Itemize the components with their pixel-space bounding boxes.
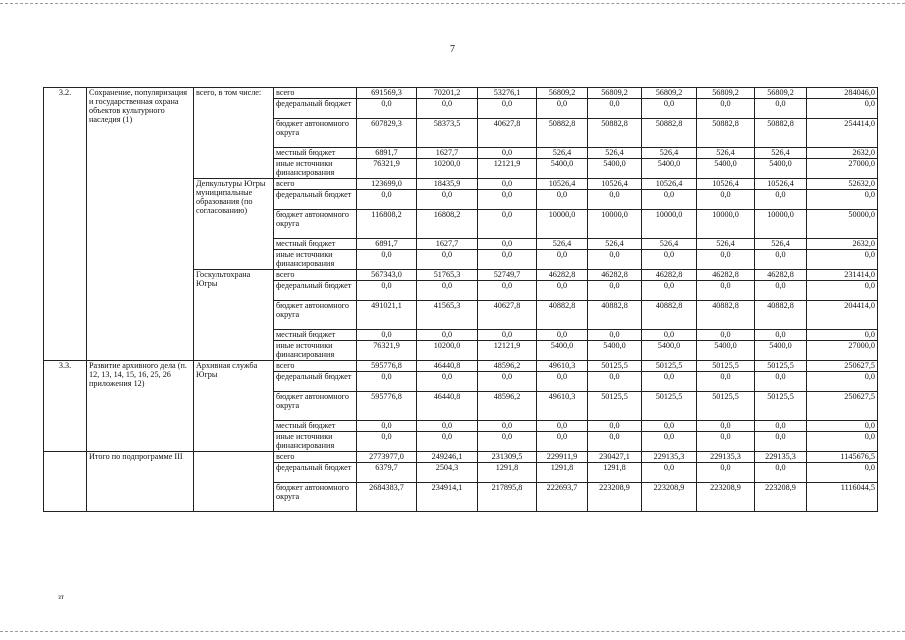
amount-cell: 53276,1 (478, 88, 537, 99)
amount-cell: 0,0 (755, 330, 807, 341)
amount-cell: 0,0 (755, 372, 807, 392)
amount-cell: 0,0 (755, 421, 807, 432)
amount-cell: 52749,7 (478, 270, 537, 281)
funding-source: бюджет автономного округа (274, 301, 357, 330)
amount-cell: 250627,5 (807, 392, 878, 421)
amount-cell: 526,4 (537, 148, 588, 159)
amount-cell: 0,0 (537, 372, 588, 392)
amount-cell: 10526,4 (697, 179, 755, 190)
amount-cell: 10526,4 (642, 179, 697, 190)
amount-cell: 0,0 (642, 330, 697, 341)
amount-cell: 0,0 (807, 281, 878, 301)
amount-cell: 0,0 (417, 432, 478, 452)
funding-source: бюджет автономного округа (274, 483, 357, 512)
amount-cell: 0,0 (697, 372, 755, 392)
amount-cell: 0,0 (478, 210, 537, 239)
amount-cell: 0,0 (588, 330, 642, 341)
amount-cell: 0,0 (478, 330, 537, 341)
amount-cell: 526,4 (537, 239, 588, 250)
amount-cell: 50125,5 (588, 361, 642, 372)
amount-cell: 0,0 (588, 250, 642, 270)
amount-cell: 0,0 (417, 421, 478, 432)
amount-cell: 230427,1 (588, 452, 642, 463)
amount-cell: 0,0 (642, 99, 697, 119)
funding-source: федеральный бюджет (274, 190, 357, 210)
amount-cell: 46282,8 (537, 270, 588, 281)
amount-cell: 0,0 (478, 281, 537, 301)
amount-cell: 595776,8 (357, 392, 417, 421)
amount-cell: 607829,3 (357, 119, 417, 148)
amount-cell: 27000,0 (807, 341, 878, 361)
amount-cell: 16808,2 (417, 210, 478, 239)
amount-cell: 0,0 (755, 250, 807, 270)
amount-cell: 5400,0 (588, 341, 642, 361)
amount-cell: 0,0 (642, 281, 697, 301)
amount-cell: 50000,0 (807, 210, 878, 239)
amount-cell: 595776,8 (357, 361, 417, 372)
amount-cell: 50125,5 (755, 392, 807, 421)
amount-cell: 1627,7 (417, 148, 478, 159)
amount-cell: 0,0 (357, 330, 417, 341)
amount-cell: 40627,8 (478, 301, 537, 330)
amount-cell: 223208,9 (642, 483, 697, 512)
amount-cell: 10200,0 (417, 159, 478, 179)
amount-cell: 56809,2 (697, 88, 755, 99)
table-row (44, 361, 878, 372)
funding-source: иные источники финансирования (274, 159, 357, 179)
amount-cell: 50882,8 (697, 119, 755, 148)
amount-cell: 50125,5 (697, 361, 755, 372)
amount-cell: 0,0 (697, 463, 755, 483)
amount-cell: 526,4 (755, 148, 807, 159)
amount-cell: 5400,0 (755, 159, 807, 179)
amount-cell: 223208,9 (588, 483, 642, 512)
amount-cell: 229135,3 (642, 452, 697, 463)
amount-cell: 12121,9 (478, 341, 537, 361)
amount-cell: 0,0 (537, 281, 588, 301)
amount-cell: 0,0 (697, 99, 755, 119)
amount-cell: 234914,1 (417, 483, 478, 512)
amount-cell: 0,0 (478, 148, 537, 159)
amount-cell: 50125,5 (755, 361, 807, 372)
scan-top-edge (0, 3, 905, 4)
amount-cell: 56809,2 (755, 88, 807, 99)
amount-cell: 58373,5 (417, 119, 478, 148)
amount-cell: 0,0 (807, 190, 878, 210)
amount-cell: 0,0 (417, 99, 478, 119)
amount-cell: 5400,0 (697, 159, 755, 179)
amount-cell: 0,0 (642, 250, 697, 270)
amount-cell: 10000,0 (755, 210, 807, 239)
amount-cell: 5400,0 (697, 341, 755, 361)
amount-cell: 46282,8 (755, 270, 807, 281)
amount-cell: 217895,8 (478, 483, 537, 512)
funding-source: местный бюджет (274, 239, 357, 250)
amount-cell: 40882,8 (697, 301, 755, 330)
amount-cell: 231309,5 (478, 452, 537, 463)
budget-table-body (44, 88, 878, 512)
funding-source: иные источники финансирования (274, 432, 357, 452)
amount-cell: 284046,0 (807, 88, 878, 99)
amount-cell: 46282,8 (697, 270, 755, 281)
amount-cell: 0,0 (642, 421, 697, 432)
amount-cell: 51765,3 (417, 270, 478, 281)
amount-cell: 0,0 (537, 421, 588, 432)
amount-cell: 0,0 (755, 281, 807, 301)
amount-cell: 0,0 (755, 190, 807, 210)
amount-cell: 5400,0 (755, 341, 807, 361)
amount-cell: 0,0 (588, 372, 642, 392)
page-number: 7 (450, 44, 455, 55)
funding-source: иные источники финансирования (274, 341, 357, 361)
amount-cell: 0,0 (417, 190, 478, 210)
amount-cell: 49610,3 (537, 361, 588, 372)
amount-cell: 0,0 (478, 421, 537, 432)
amount-cell: 0,0 (642, 432, 697, 452)
funding-source: иные источники финансирования (274, 250, 357, 270)
amount-cell: 10526,4 (588, 179, 642, 190)
amount-cell: 0,0 (697, 421, 755, 432)
amount-cell: 0,0 (755, 99, 807, 119)
amount-cell: 0,0 (697, 330, 755, 341)
amount-cell: 2632,0 (807, 239, 878, 250)
executor-name: Депкультуры Югры муниципальные образования (по согласованию) (194, 179, 274, 270)
amount-cell: 40882,8 (642, 301, 697, 330)
amount-cell: 0,0 (537, 99, 588, 119)
amount-cell: 567343,0 (357, 270, 417, 281)
section-number: 3.3. (44, 361, 87, 452)
amount-cell: 50882,8 (588, 119, 642, 148)
amount-cell: 0,0 (588, 281, 642, 301)
amount-cell: 40882,8 (537, 301, 588, 330)
amount-cell: 12121,9 (478, 159, 537, 179)
funding-source: всего (274, 179, 357, 190)
amount-cell: 526,4 (588, 148, 642, 159)
amount-cell: 0,0 (537, 432, 588, 452)
amount-cell: 0,0 (642, 190, 697, 210)
footer-mark: зт (58, 593, 64, 601)
funding-source: бюджет автономного округа (274, 392, 357, 421)
table-row (44, 452, 878, 463)
amount-cell: 526,4 (697, 148, 755, 159)
amount-cell: 48596,2 (478, 392, 537, 421)
executor-name: всего, в том числе: (194, 88, 274, 179)
funding-source: бюджет автономного округа (274, 210, 357, 239)
amount-cell: 0,0 (478, 179, 537, 190)
amount-cell: 6891,7 (357, 239, 417, 250)
amount-cell: 229135,3 (755, 452, 807, 463)
amount-cell: 0,0 (642, 463, 697, 483)
amount-cell: 0,0 (807, 372, 878, 392)
amount-cell: 0,0 (357, 190, 417, 210)
funding-source: всего (274, 88, 357, 99)
amount-cell: 0,0 (478, 239, 537, 250)
funding-source: федеральный бюджет (274, 99, 357, 119)
amount-cell: 10000,0 (537, 210, 588, 239)
amount-cell: 0,0 (537, 250, 588, 270)
amount-cell: 5400,0 (537, 159, 588, 179)
amount-cell: 0,0 (417, 372, 478, 392)
amount-cell: 2632,0 (807, 148, 878, 159)
amount-cell: 10000,0 (697, 210, 755, 239)
amount-cell: 0,0 (807, 421, 878, 432)
amount-cell: 41565,3 (417, 301, 478, 330)
amount-cell: 0,0 (807, 463, 878, 483)
amount-cell: 0,0 (807, 330, 878, 341)
amount-cell: 0,0 (478, 190, 537, 210)
funding-source: федеральный бюджет (274, 281, 357, 301)
amount-cell: 0,0 (357, 421, 417, 432)
amount-cell: 0,0 (755, 432, 807, 452)
funding-source: местный бюджет (274, 421, 357, 432)
amount-cell: 10000,0 (588, 210, 642, 239)
amount-cell: 50125,5 (588, 392, 642, 421)
funding-source: всего (274, 270, 357, 281)
amount-cell: 1627,7 (417, 239, 478, 250)
amount-cell: 0,0 (697, 190, 755, 210)
section-name: Развитие архивного дела (п. 12, 13, 14, 15, 16, 25, 26 приложения 12) (87, 361, 194, 452)
amount-cell: 70201,2 (417, 88, 478, 99)
amount-cell: 0,0 (478, 432, 537, 452)
amount-cell: 2684383,7 (357, 483, 417, 512)
amount-cell: 116808,2 (357, 210, 417, 239)
amount-cell: 76321,9 (357, 341, 417, 361)
amount-cell: 5400,0 (642, 159, 697, 179)
funding-source: местный бюджет (274, 148, 357, 159)
amount-cell: 526,4 (755, 239, 807, 250)
amount-cell: 6379,7 (357, 463, 417, 483)
amount-cell: 0,0 (588, 99, 642, 119)
amount-cell: 5400,0 (537, 341, 588, 361)
section-number (44, 452, 87, 512)
amount-cell: 0,0 (357, 99, 417, 119)
executor-name: Архивная служба Югры (194, 361, 274, 452)
amount-cell: 5400,0 (642, 341, 697, 361)
amount-cell: 10526,4 (537, 179, 588, 190)
amount-cell: 123699,0 (357, 179, 417, 190)
section-name: Сохранение, популяризация и государственная охрана объектов культурного наследия (1) (87, 88, 194, 361)
amount-cell: 0,0 (807, 250, 878, 270)
amount-cell: 40882,8 (755, 301, 807, 330)
funding-source: местный бюджет (274, 330, 357, 341)
amount-cell: 10200,0 (417, 341, 478, 361)
amount-cell: 0,0 (697, 432, 755, 452)
amount-cell: 491021,1 (357, 301, 417, 330)
amount-cell: 229911,9 (537, 452, 588, 463)
amount-cell: 229135,3 (697, 452, 755, 463)
amount-cell: 56809,2 (537, 88, 588, 99)
amount-cell: 48596,2 (478, 361, 537, 372)
amount-cell: 50882,8 (537, 119, 588, 148)
amount-cell: 0,0 (642, 372, 697, 392)
amount-cell: 0,0 (697, 281, 755, 301)
amount-cell: 0,0 (478, 372, 537, 392)
amount-cell: 0,0 (417, 330, 478, 341)
amount-cell: 46282,8 (588, 270, 642, 281)
funding-source: федеральный бюджет (274, 372, 357, 392)
amount-cell: 526,4 (588, 239, 642, 250)
executor-name: Госкультохрана Югры (194, 270, 274, 361)
amount-cell: 27000,0 (807, 159, 878, 179)
executor-name (194, 452, 274, 512)
amount-cell: 2504,3 (417, 463, 478, 483)
section-name: Итого по подпрограмме III (87, 452, 194, 512)
amount-cell: 250627,5 (807, 361, 878, 372)
amount-cell: 691569,3 (357, 88, 417, 99)
funding-source: федеральный бюджет (274, 463, 357, 483)
amount-cell: 254414,0 (807, 119, 878, 148)
amount-cell: 76321,9 (357, 159, 417, 179)
amount-cell: 56809,2 (588, 88, 642, 99)
amount-cell: 249246,1 (417, 452, 478, 463)
scan-bottom-edge (0, 631, 905, 632)
amount-cell: 222693,7 (537, 483, 588, 512)
amount-cell: 46282,8 (642, 270, 697, 281)
amount-cell: 231414,0 (807, 270, 878, 281)
amount-cell: 18435,9 (417, 179, 478, 190)
amount-cell: 0,0 (807, 99, 878, 119)
amount-cell: 49610,3 (537, 392, 588, 421)
amount-cell: 5400,0 (588, 159, 642, 179)
funding-source: всего (274, 361, 357, 372)
amount-cell: 0,0 (357, 250, 417, 270)
amount-cell: 1291,8 (588, 463, 642, 483)
amount-cell: 0,0 (478, 250, 537, 270)
amount-cell: 2773977,0 (357, 452, 417, 463)
amount-cell: 1291,8 (537, 463, 588, 483)
amount-cell: 52632,0 (807, 179, 878, 190)
amount-cell: 50125,5 (642, 392, 697, 421)
amount-cell: 223208,9 (755, 483, 807, 512)
amount-cell: 6891,7 (357, 148, 417, 159)
amount-cell: 1145676,5 (807, 452, 878, 463)
amount-cell: 0,0 (357, 432, 417, 452)
amount-cell: 50125,5 (642, 361, 697, 372)
amount-cell: 46440,8 (417, 392, 478, 421)
amount-cell: 50882,8 (642, 119, 697, 148)
amount-cell: 0,0 (807, 432, 878, 452)
amount-cell: 0,0 (357, 281, 417, 301)
amount-cell: 10526,4 (755, 179, 807, 190)
amount-cell: 0,0 (357, 372, 417, 392)
amount-cell: 1116044,5 (807, 483, 878, 512)
amount-cell: 223208,9 (697, 483, 755, 512)
section-number: 3.2. (44, 88, 87, 361)
amount-cell: 204414,0 (807, 301, 878, 330)
amount-cell: 0,0 (755, 463, 807, 483)
amount-cell: 0,0 (588, 432, 642, 452)
amount-cell: 40882,8 (588, 301, 642, 330)
amount-cell: 1291,8 (478, 463, 537, 483)
amount-cell: 0,0 (478, 99, 537, 119)
amount-cell: 0,0 (588, 421, 642, 432)
budget-table (43, 87, 878, 512)
amount-cell: 0,0 (537, 190, 588, 210)
amount-cell: 50125,5 (697, 392, 755, 421)
amount-cell: 10000,0 (642, 210, 697, 239)
amount-cell: 50882,8 (755, 119, 807, 148)
amount-cell: 0,0 (417, 250, 478, 270)
amount-cell: 526,4 (697, 239, 755, 250)
amount-cell: 526,4 (642, 239, 697, 250)
amount-cell: 0,0 (697, 250, 755, 270)
amount-cell: 40627,8 (478, 119, 537, 148)
amount-cell: 0,0 (417, 281, 478, 301)
amount-cell: 526,4 (642, 148, 697, 159)
amount-cell: 0,0 (537, 330, 588, 341)
funding-source: бюджет автономного округа (274, 119, 357, 148)
amount-cell: 0,0 (588, 190, 642, 210)
table-row (44, 88, 878, 99)
amount-cell: 56809,2 (642, 88, 697, 99)
funding-source: всего (274, 452, 357, 463)
amount-cell: 46440,8 (417, 361, 478, 372)
